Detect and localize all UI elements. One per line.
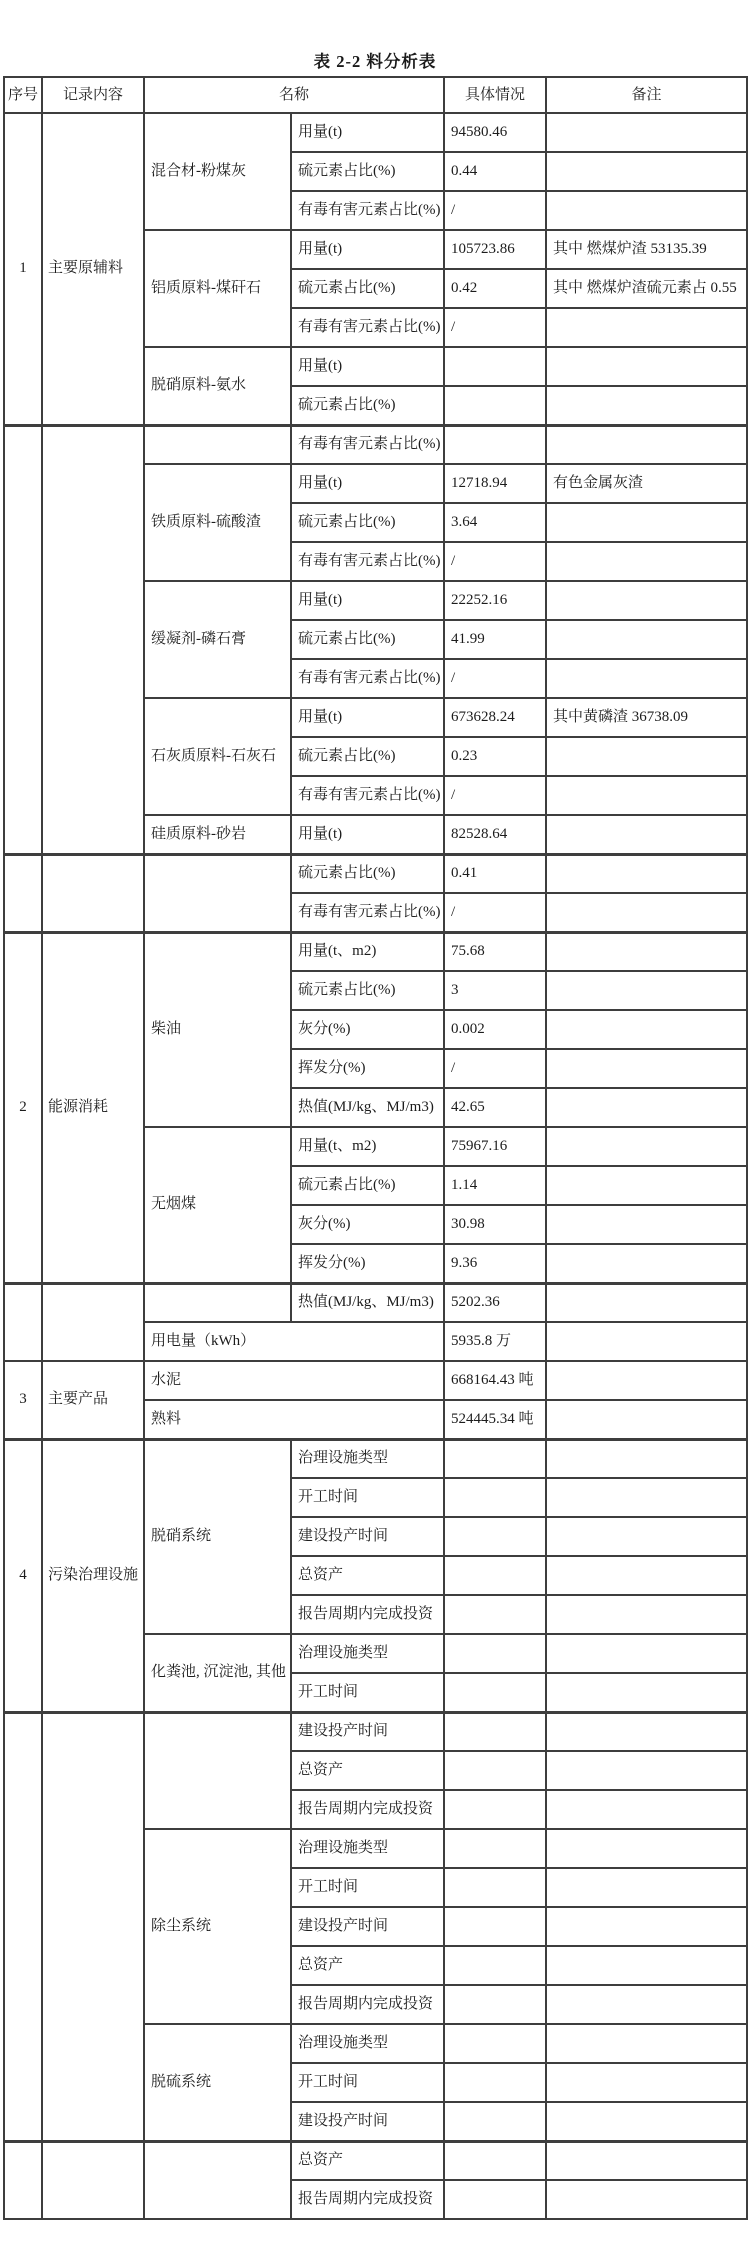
remark-cell: [546, 308, 747, 347]
remark-cell: [546, 2024, 747, 2063]
record-content-cell: [42, 854, 144, 932]
detail-value-cell: 5202.36: [444, 1283, 546, 1322]
material-name-cell: [144, 2141, 291, 2219]
metric-label-cell: 建设投产时间: [291, 1517, 444, 1556]
detail-value-cell: 75967.16: [444, 1127, 546, 1166]
material-name-cell: [144, 854, 291, 932]
serial-number-cell: 2: [4, 932, 42, 1283]
detail-value-cell: 0.44: [444, 152, 546, 191]
detail-value-cell: 668164.43 吨: [444, 1361, 546, 1400]
detail-value-cell: [444, 1634, 546, 1673]
detail-value-cell: [444, 2180, 546, 2219]
header-row: [4, 77, 747, 113]
remark-cell: [546, 542, 747, 581]
detail-value-cell: 42.65: [444, 1088, 546, 1127]
detail-value-cell: /: [444, 776, 546, 815]
serial-number-cell: [4, 425, 42, 854]
remark-cell: [546, 776, 747, 815]
detail-value-cell: 94580.46: [444, 113, 546, 152]
remark-cell: [546, 191, 747, 230]
remark-cell: [546, 2063, 747, 2102]
record-content-cell: 污染治理设施: [42, 1439, 144, 1712]
metric-label-cell: 总资产: [291, 1751, 444, 1790]
detail-value-cell: /: [444, 191, 546, 230]
col-header-name: 名称: [144, 77, 444, 113]
table-row: [4, 932, 747, 971]
metric-label-cell: 报告周期内完成投资: [291, 1595, 444, 1634]
remark-cell: [546, 386, 747, 425]
metric-label-cell: 硫元素占比(%): [291, 971, 444, 1010]
serial-number-cell: [4, 1283, 42, 1361]
col-header-no: 序号: [4, 77, 42, 113]
remark-cell: [546, 815, 747, 854]
remark-cell: [546, 2141, 747, 2180]
metric-label-cell: 硫元素占比(%): [291, 1166, 444, 1205]
material-name-cell: 混合材-粉煤灰: [144, 113, 291, 230]
remark-cell: [546, 503, 747, 542]
detail-value-cell: 75.68: [444, 932, 546, 971]
metric-label-cell: 用量(t): [291, 815, 444, 854]
metric-label-cell: 有毒有害元素占比(%): [291, 776, 444, 815]
table-row: [4, 854, 747, 893]
metric-label-cell: 用量(t): [291, 581, 444, 620]
metric-label-cell: 有毒有害元素占比(%): [291, 308, 444, 347]
material-name-cell: 脱硝系统: [144, 1439, 291, 1634]
metric-label-cell: 治理设施类型: [291, 1829, 444, 1868]
detail-value-cell: [444, 1829, 546, 1868]
detail-value-cell: [444, 1517, 546, 1556]
remark-cell: [546, 2102, 747, 2141]
remark-cell: [546, 1205, 747, 1244]
remark-cell: 其中 燃煤炉渣 53135.39: [546, 230, 747, 269]
table-row: [4, 1712, 747, 1751]
detail-value-cell: 9.36: [444, 1244, 546, 1283]
remark-cell: [546, 1946, 747, 1985]
remark-cell: [546, 347, 747, 386]
metric-label-cell: 硫元素占比(%): [291, 152, 444, 191]
metric-label-cell: 用量(t): [291, 230, 444, 269]
serial-number-cell: [4, 854, 42, 932]
detail-value-cell: [444, 1712, 546, 1751]
remark-cell: [546, 1088, 747, 1127]
metric-label-cell: 治理设施类型: [291, 2024, 444, 2063]
remark-cell: [546, 152, 747, 191]
material-name-cell: 化粪池, 沉淀池, 其他: [144, 1634, 291, 1712]
remark-cell: 有色金属灰渣: [546, 464, 747, 503]
remark-cell: [546, 1712, 747, 1751]
material-name-cell: 铝质原料-煤矸石: [144, 230, 291, 347]
table-row: [4, 425, 747, 464]
remark-cell: [546, 659, 747, 698]
remark-cell: [546, 1127, 747, 1166]
metric-label-cell: 有毒有害元素占比(%): [291, 893, 444, 932]
page-title: 表 2-2 料分析表: [313, 52, 437, 71]
detail-value-cell: 1.14: [444, 1166, 546, 1205]
material-name-cell: 柴油: [144, 932, 291, 1127]
metric-label-cell: 建设投产时间: [291, 1712, 444, 1751]
material-name-cell: 除尘系统: [144, 1829, 291, 2024]
metric-label-cell: 治理设施类型: [291, 1634, 444, 1673]
material-analysis-table: [3, 76, 748, 2220]
metric-label-cell: 灰分(%): [291, 1205, 444, 1244]
serial-number-cell: 1: [4, 113, 42, 425]
material-name-cell: 用电量（kWh）: [144, 1322, 444, 1361]
remark-cell: [546, 2180, 747, 2219]
detail-value-cell: /: [444, 308, 546, 347]
remark-cell: [546, 1907, 747, 1946]
remark-cell: [546, 1517, 747, 1556]
remark-cell: [546, 581, 747, 620]
metric-label-cell: 硫元素占比(%): [291, 854, 444, 893]
remark-cell: [546, 1868, 747, 1907]
record-content-cell: [42, 1712, 144, 2141]
metric-label-cell: 总资产: [291, 1946, 444, 1985]
detail-value-cell: 105723.86: [444, 230, 546, 269]
remark-cell: [546, 1283, 747, 1322]
detail-value-cell: [444, 1868, 546, 1907]
detail-value-cell: /: [444, 1049, 546, 1088]
remark-cell: [546, 1790, 747, 1829]
detail-value-cell: [444, 2024, 546, 2063]
remark-cell: [546, 971, 747, 1010]
metric-label-cell: 挥发分(%): [291, 1244, 444, 1283]
table-body: [4, 113, 747, 2219]
detail-value-cell: [444, 2063, 546, 2102]
metric-label-cell: 热值(MJ/kg、MJ/m3): [291, 1088, 444, 1127]
detail-value-cell: [444, 1946, 546, 1985]
material-name-cell: [144, 1283, 291, 1322]
detail-value-cell: 0.002: [444, 1010, 546, 1049]
col-header-detail: 具体情况: [444, 77, 546, 113]
table-row: [4, 2141, 747, 2180]
material-name-cell: 水泥: [144, 1361, 444, 1400]
record-content-cell: [42, 425, 144, 854]
remark-cell: [546, 1361, 747, 1400]
detail-value-cell: 5935.8 万: [444, 1322, 546, 1361]
metric-label-cell: 建设投产时间: [291, 2102, 444, 2141]
material-name-cell: 硅质原料-砂岩: [144, 815, 291, 854]
detail-value-cell: /: [444, 659, 546, 698]
detail-value-cell: 82528.64: [444, 815, 546, 854]
material-name-cell: [144, 425, 291, 464]
detail-value-cell: [444, 1673, 546, 1712]
detail-value-cell: [444, 1478, 546, 1517]
table-row: [4, 113, 747, 152]
remark-cell: 其中黄磷渣 36738.09: [546, 698, 747, 737]
metric-label-cell: 挥发分(%): [291, 1049, 444, 1088]
remark-cell: [546, 1751, 747, 1790]
detail-value-cell: [444, 347, 546, 386]
detail-value-cell: 22252.16: [444, 581, 546, 620]
table-row: [4, 1361, 747, 1400]
remark-cell: [546, 737, 747, 776]
metric-label-cell: 硫元素占比(%): [291, 503, 444, 542]
remark-cell: [546, 1400, 747, 1439]
metric-label-cell: 灰分(%): [291, 1010, 444, 1049]
detail-value-cell: 30.98: [444, 1205, 546, 1244]
remark-cell: [546, 1166, 747, 1205]
record-content-cell: [42, 2141, 144, 2219]
metric-label-cell: 热值(MJ/kg、MJ/m3): [291, 1283, 444, 1322]
material-name-cell: 缓凝剂-磷石膏: [144, 581, 291, 698]
detail-value-cell: 0.41: [444, 854, 546, 893]
remark-cell: [546, 1244, 747, 1283]
material-name-cell: [144, 1712, 291, 1829]
metric-label-cell: 硫元素占比(%): [291, 269, 444, 308]
detail-value-cell: /: [444, 893, 546, 932]
remark-cell: [546, 1010, 747, 1049]
remark-cell: [546, 1595, 747, 1634]
detail-value-cell: [444, 1790, 546, 1829]
serial-number-cell: 3: [4, 1361, 42, 1439]
metric-label-cell: 用量(t、m2): [291, 932, 444, 971]
metric-label-cell: 用量(t): [291, 347, 444, 386]
material-name-cell: 铁质原料-硫酸渣: [144, 464, 291, 581]
remark-cell: [546, 1634, 747, 1673]
remark-cell: [546, 1985, 747, 2024]
record-content-cell: [42, 1283, 144, 1361]
remark-cell: 其中 燃煤炉渣硫元素占 0.55: [546, 269, 747, 308]
metric-label-cell: 硫元素占比(%): [291, 620, 444, 659]
detail-value-cell: [444, 2102, 546, 2141]
detail-value-cell: [444, 425, 546, 464]
col-header-content: 记录内容: [42, 77, 144, 113]
material-name-cell: 脱硫系统: [144, 2024, 291, 2141]
metric-label-cell: 开工时间: [291, 1673, 444, 1712]
detail-value-cell: [444, 1439, 546, 1478]
metric-label-cell: 报告周期内完成投资: [291, 2180, 444, 2219]
metric-label-cell: 开工时间: [291, 2063, 444, 2102]
metric-label-cell: 建设投产时间: [291, 1907, 444, 1946]
metric-label-cell: 有毒有害元素占比(%): [291, 659, 444, 698]
metric-label-cell: 用量(t): [291, 113, 444, 152]
serial-number-cell: [4, 1712, 42, 2141]
remark-cell: [546, 620, 747, 659]
metric-label-cell: 治理设施类型: [291, 1439, 444, 1478]
detail-value-cell: 3: [444, 971, 546, 1010]
detail-value-cell: 673628.24: [444, 698, 546, 737]
detail-value-cell: [444, 2141, 546, 2180]
detail-value-cell: /: [444, 542, 546, 581]
table-row: [4, 1439, 747, 1478]
detail-value-cell: 524445.34 吨: [444, 1400, 546, 1439]
detail-value-cell: [444, 1751, 546, 1790]
serial-number-cell: 4: [4, 1439, 42, 1712]
remark-cell: [546, 893, 747, 932]
remark-cell: [546, 854, 747, 893]
metric-label-cell: 总资产: [291, 1556, 444, 1595]
detail-value-cell: 41.99: [444, 620, 546, 659]
detail-value-cell: [444, 386, 546, 425]
detail-value-cell: 3.64: [444, 503, 546, 542]
detail-value-cell: 0.42: [444, 269, 546, 308]
metric-label-cell: 用量(t): [291, 464, 444, 503]
remark-cell: [546, 1049, 747, 1088]
detail-value-cell: [444, 1556, 546, 1595]
detail-value-cell: 12718.94: [444, 464, 546, 503]
metric-label-cell: 有毒有害元素占比(%): [291, 542, 444, 581]
metric-label-cell: 总资产: [291, 2141, 444, 2180]
material-name-cell: 石灰质原料-石灰石: [144, 698, 291, 815]
detail-value-cell: [444, 1985, 546, 2024]
remark-cell: [546, 932, 747, 971]
metric-label-cell: 报告周期内完成投资: [291, 1790, 444, 1829]
metric-label-cell: 硫元素占比(%): [291, 737, 444, 776]
metric-label-cell: 报告周期内完成投资: [291, 1985, 444, 2024]
remark-cell: [546, 1478, 747, 1517]
material-name-cell: 熟料: [144, 1400, 444, 1439]
record-content-cell: 能源消耗: [42, 932, 144, 1283]
record-content-cell: 主要产品: [42, 1361, 144, 1439]
metric-label-cell: 开工时间: [291, 1868, 444, 1907]
metric-label-cell: 用量(t、m2): [291, 1127, 444, 1166]
remark-cell: [546, 113, 747, 152]
metric-label-cell: 用量(t): [291, 698, 444, 737]
remark-cell: [546, 1322, 747, 1361]
metric-label-cell: 有毒有害元素占比(%): [291, 191, 444, 230]
detail-value-cell: 0.23: [444, 737, 546, 776]
remark-cell: [546, 1673, 747, 1712]
remark-cell: [546, 1829, 747, 1868]
metric-label-cell: 有毒有害元素占比(%): [291, 425, 444, 464]
remark-cell: [546, 425, 747, 464]
metric-label-cell: 开工时间: [291, 1478, 444, 1517]
material-name-cell: 无烟煤: [144, 1127, 291, 1283]
remark-cell: [546, 1556, 747, 1595]
col-header-remark: 备注: [546, 77, 747, 113]
serial-number-cell: [4, 2141, 42, 2219]
detail-value-cell: [444, 1595, 546, 1634]
record-content-cell: 主要原辅料: [42, 113, 144, 425]
material-name-cell: 脱硝原料-氨水: [144, 347, 291, 425]
detail-value-cell: [444, 1907, 546, 1946]
remark-cell: [546, 1439, 747, 1478]
metric-label-cell: 硫元素占比(%): [291, 386, 444, 425]
table-row: [4, 1283, 747, 1322]
